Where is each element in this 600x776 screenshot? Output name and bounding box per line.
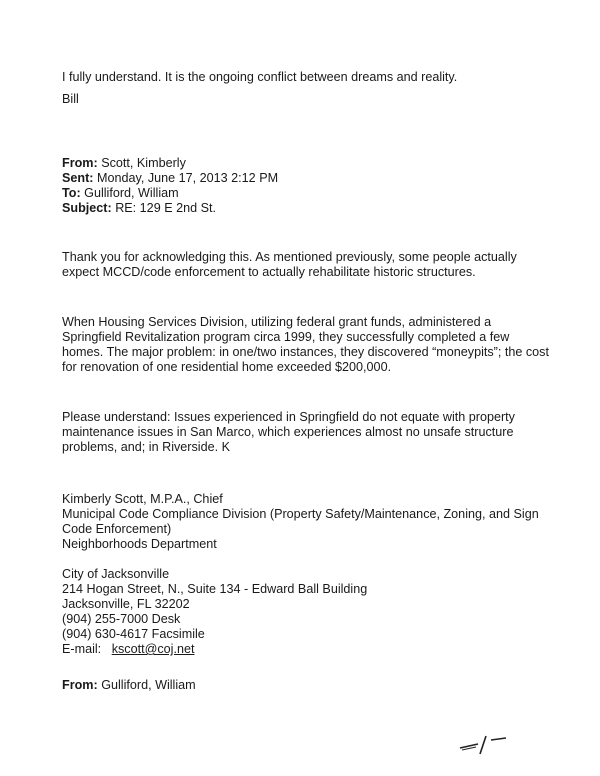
sent-value: Monday, June 17, 2013 2:12 PM: [96, 171, 279, 185]
signature-city: Jacksonville, FL 32202: [62, 597, 190, 611]
body-paragraph-2: [62, 315, 549, 375]
body-line: Springfield Revitalization program circa 1999, they successfully completed a few: [62, 330, 510, 344]
email-label: E-mail:: [62, 642, 102, 656]
body-line: maintenance issues in San Marco, which experiences almost no unsafe structure: [62, 425, 514, 439]
body-line: When Housing Services Division, utilizing federal grant funds, administered a: [62, 315, 492, 329]
body-line: homes. The major problem: in one/two instances, they discovered “moneypits”; the cost: [62, 345, 549, 359]
signature-name: Kimberly Scott, M.P.A., Chief: [62, 492, 223, 506]
signature-division-cont: Code Enforcement): [62, 522, 172, 536]
to-value: Gulliford, William: [84, 186, 179, 200]
to-label: To:: [62, 186, 81, 200]
from-label: From:: [62, 156, 98, 170]
body-line: Thank you for acknowledging this. As mentioned previously, some people actually: [62, 250, 517, 264]
subject-value: RE: 129 E 2nd St.: [115, 201, 216, 215]
subject-label: Subject:: [62, 201, 112, 215]
signature-department: Neighborhoods Department: [62, 537, 217, 551]
signature-org: City of Jacksonville: [62, 567, 170, 581]
signature-division: Municipal Code Compliance Division (Property Safety/Maintenance, Zoning, and Sign: [62, 507, 539, 521]
next-email-header: [62, 678, 196, 693]
body-line: for renovation of one residential home exceeded $200,000.: [62, 360, 392, 374]
next-from-label: From:: [62, 678, 98, 692]
sent-label: Sent:: [62, 171, 94, 185]
signature-email-row: [62, 642, 539, 657]
reply-body: I fully understand. It is the ongoing conflict between dreams and reality.: [62, 70, 458, 84]
signature-fax: (904) 630-4617 Facsimile: [62, 627, 205, 641]
header-to: [62, 186, 278, 201]
body-paragraph-1: [62, 250, 517, 280]
spacer: [62, 552, 539, 567]
email-link[interactable]: kscott@coj.net: [111, 642, 195, 656]
body-line: expect MCCD/code enforcement to actually rehabilitate historic structures.: [62, 265, 476, 279]
signoff-text: Bill: [62, 92, 79, 106]
header-sent: [62, 171, 278, 186]
handwritten-page-mark: [458, 728, 518, 761]
next-from-value: Gulliford, William: [101, 678, 196, 692]
email-header: [62, 156, 278, 216]
page-mark-icon: [458, 728, 518, 758]
body-paragraph-3: [62, 410, 515, 455]
signature-address: 214 Hogan Street, N., Suite 134 - Edward Ball Building: [62, 582, 368, 596]
next-header-from: [62, 678, 196, 693]
body-line: problems, and; in Riverside. K: [62, 440, 230, 454]
signature-block: [62, 492, 539, 657]
reply-signoff: [62, 92, 79, 107]
reply-text: [62, 70, 457, 85]
body-line: Please understand: Issues experienced in Springfield do not equate with property: [62, 410, 515, 424]
header-subject: [62, 201, 278, 216]
signature-phone: (904) 255-7000 Desk: [62, 612, 181, 626]
from-value: Scott, Kimberly: [101, 156, 186, 170]
header-from: [62, 156, 278, 171]
